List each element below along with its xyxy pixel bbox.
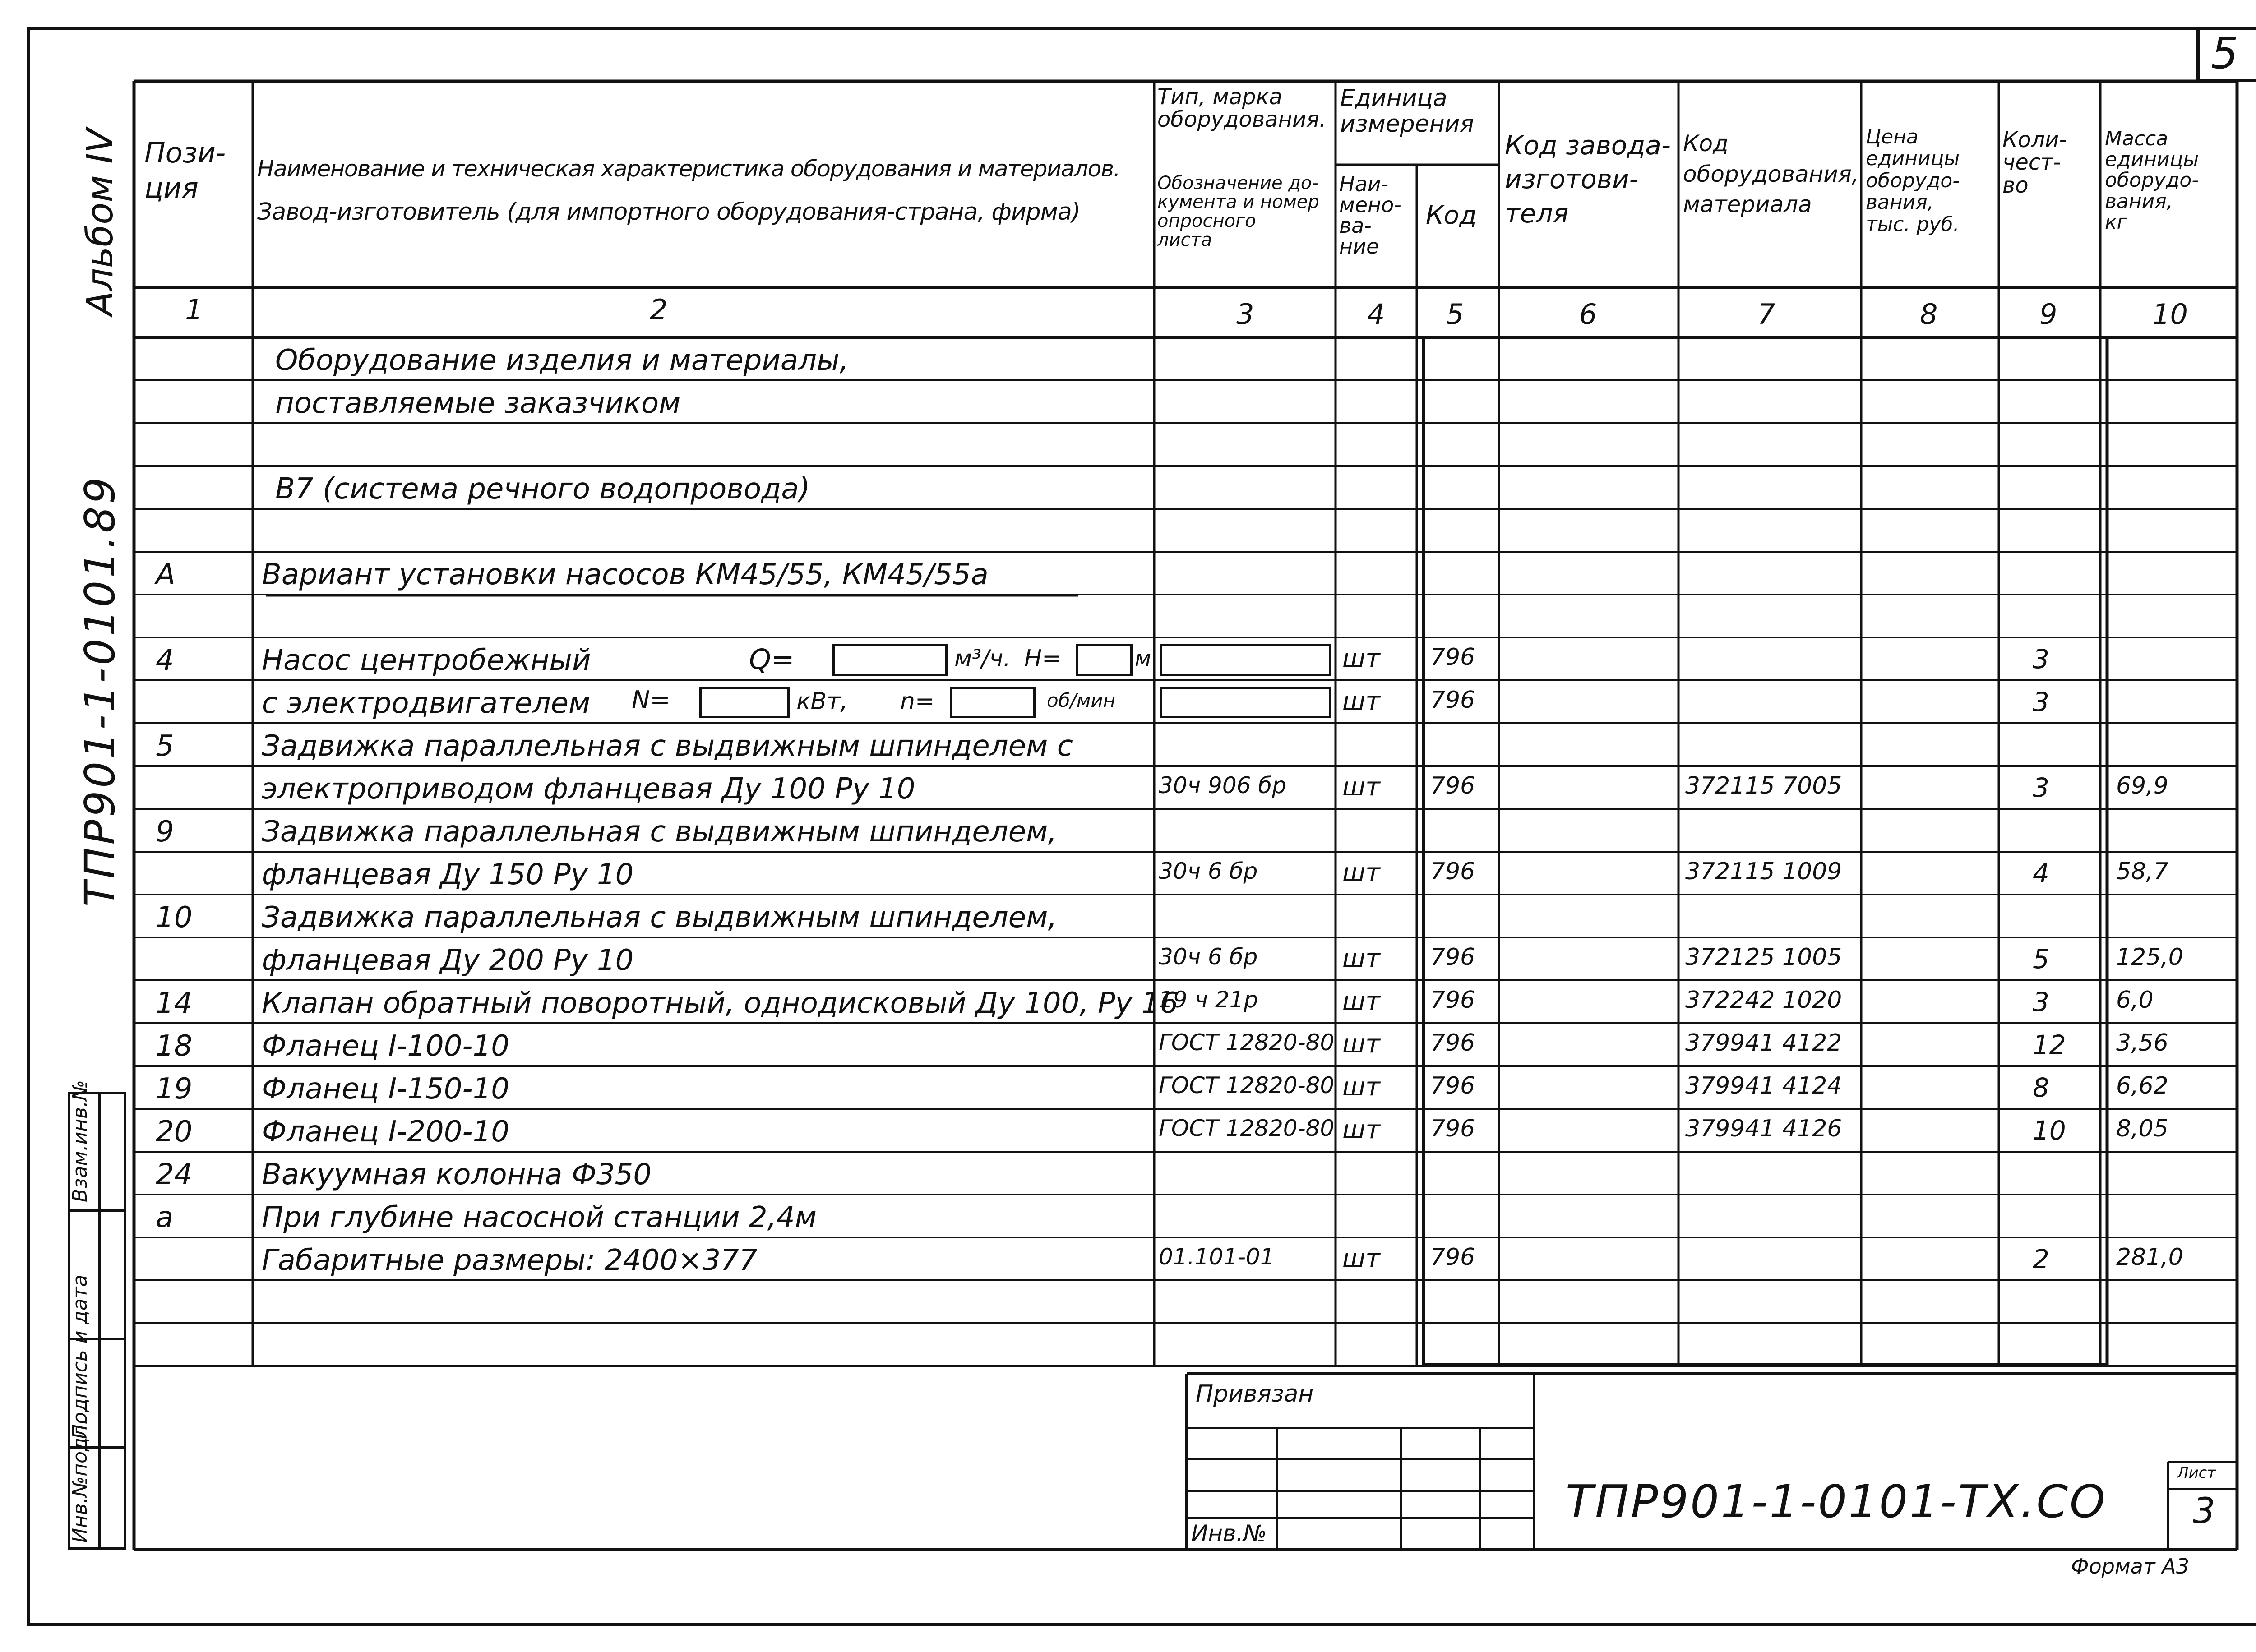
row-unit-code: 796 [1430,1029,1475,1057]
header-col3-bottom: Обозначение до- кумента и номер опросного листа [1157,173,1319,250]
colnum-5: 5 [1446,298,1464,331]
row-unit-code: 796 [1430,687,1475,714]
row-unit: шт [1342,644,1380,673]
row-quantity: 3 [2033,687,2049,717]
sheet-number: 5 [2211,28,2239,78]
row-material-code: 372115 1009 [1685,858,1842,885]
header-col7: Код оборудования, материала [1683,130,1859,217]
pump-n-field[interactable] [699,687,790,718]
row-quantity: 3 [2033,987,2049,1017]
row-name: Клапан обратный поворотный, однодисковый Ду 100, Ру 16 [262,987,1179,1020]
row-name: Вакуумная колонна Ф350 [262,1158,652,1191]
row-material-code: 372115 7005 [1685,772,1842,799]
row-unit: шт [1342,944,1380,973]
pump-h-unit: м [1135,646,1151,671]
header-col4: Наи- мено- ва- ние [1339,172,1401,258]
row-name: Вариант установки насосов КМ45/55, КМ45/55а [262,558,989,591]
row-name: фланцевая Ду 200 Ру 10 [262,944,634,977]
stamp-vzam-inv: Взам.инв.№ [69,1080,92,1202]
header-col45-top: Единица измерения [1340,85,1474,138]
row-type: ГОСТ 12820-80 [1159,1115,1335,1141]
colnum-3: 3 [1236,298,1254,331]
row-name: При глубине насосной станции 2,4м [262,1201,817,1234]
row-name: Задвижка параллельная с выдвижным шпинделем, [262,901,1057,934]
colnum-1: 1 [185,293,203,326]
row-position: 5 [156,729,174,763]
colnum-4: 4 [1367,298,1385,331]
row-position: 19 [156,1072,193,1106]
tb-format: Формат А3 [2071,1554,2189,1578]
header-col3-top: Тип, марка оборудования. [1157,84,1327,133]
row-unit-code: 796 [1430,944,1475,971]
row-position: 10 [156,901,193,934]
row-material-code: 372242 1020 [1685,987,1842,1014]
tb-privyazan: Привязан [1196,1380,1314,1407]
colnum-9: 9 [2039,298,2057,331]
header-col6: Код завода- изготови- теля [1505,130,1671,229]
row-type: ГОСТ 12820-80 [1159,1072,1335,1098]
row-unit-code: 796 [1430,1072,1475,1099]
tb-doc-designation: ТПР901-1-0101-ТХ.СО [1566,1475,2107,1528]
row-name: Задвижка параллельная с выдвижным шпинделем, [262,815,1057,849]
row-mass: 6,0 [2116,987,2154,1014]
row-quantity: 3 [2033,644,2049,674]
row-name: электроприводом фланцевая Ду 100 Ру 10 [262,772,915,806]
row-quantity: 8 [2033,1072,2049,1103]
pump-rpm-label: n= [900,688,935,715]
row-unit-code: 796 [1430,644,1475,671]
row-unit-code: 796 [1430,987,1475,1014]
row-unit-code: 796 [1430,858,1475,885]
row-quantity: 10 [2033,1115,2066,1146]
row-material-code: 379941 4124 [1685,1072,1842,1099]
doc-code-vertical: ТПР901-1-0101.89 [76,475,124,907]
row-position: 24 [156,1158,193,1191]
colnum-8: 8 [1920,298,1938,331]
tb-sheet-label: Лист [2177,1464,2216,1482]
row-position: 9 [156,815,174,849]
row-mass: 3,56 [2116,1029,2168,1057]
pump-n-unit: кВт, [796,688,848,715]
row-position: 20 [156,1115,193,1149]
row-material-code: 379941 4122 [1685,1029,1842,1057]
row-position: а [156,1201,174,1234]
album-label: Альбом IV [79,128,121,316]
row-name: Оборудование изделия и материалы, [275,344,849,377]
colnum-2: 2 [650,293,668,326]
pump-q-field[interactable] [832,644,948,676]
row-name: Фланец I-150-10 [262,1072,509,1106]
row-type: ГОСТ 12820-80 [1159,1029,1335,1056]
pump-q-label: Q= [749,643,795,676]
colnum-10: 10 [2152,298,2188,331]
row-type: 30ч 6 бр [1159,858,1258,884]
row-unit-code: 796 [1430,1115,1475,1142]
row-name: Насос центробежный [262,644,591,677]
row-name: Задвижка параллельная с выдвижным шпинделем с [262,729,1073,763]
pump-rpm-field[interactable] [950,687,1036,718]
row-mass: 69,9 [2116,772,2168,799]
row-quantity: 12 [2033,1029,2066,1060]
row-mass: 125,0 [2116,944,2183,971]
row-position: А [156,558,176,591]
stamp-inv-podl: Инв.№подл. [69,1418,92,1543]
row-name: с электродвигателем [262,687,591,720]
row-type: 19 ч 21р [1159,987,1258,1013]
row-mass: 58,7 [2116,858,2168,885]
row-position: 14 [156,987,193,1020]
header-col8: Цена единицы оборудо- вания, тыс. руб. [1866,125,1960,236]
row-quantity: 2 [2033,1244,2049,1274]
row-name: В7 (система речного водопровода) [275,472,810,506]
row-type: 30ч 6 бр [1159,944,1258,970]
row-type: 01.101-01 [1159,1244,1275,1270]
row-material-code: 379941 4126 [1685,1115,1842,1142]
row-name: поставляемые заказчиком [275,387,681,420]
header-col2-line2: Завод-изготовитель (для импортного оборудования-страна, фирма) [257,198,1081,226]
tb-inv: Инв.№ [1191,1520,1267,1546]
row-type: 30ч 906 бр [1159,772,1286,798]
row-unit: шт [1342,1072,1380,1102]
stamp-signature-date: Подпись и дата [69,1274,92,1439]
row-unit: шт [1342,1244,1380,1273]
row-material-code: 372125 1005 [1685,944,1842,971]
row-name: фланцевая Ду 150 Ру 10 [262,858,634,891]
row-unit-code: 796 [1430,772,1475,799]
header-col9: Коли- чест- во [2002,127,2067,198]
tb-sheet-value: 3 [2193,1491,2215,1532]
row-unit: шт [1342,1115,1380,1144]
row-unit: шт [1342,987,1380,1016]
colnum-7: 7 [1757,298,1775,331]
row-quantity: 4 [2033,858,2049,889]
row-quantity: 5 [2033,944,2049,974]
colnum-6: 6 [1579,298,1597,331]
row-name: Габаритные размеры: 2400×377 [262,1244,758,1277]
pump-type-field-1[interactable] [1160,644,1331,676]
pump-type-field-2[interactable] [1160,687,1331,718]
row-unit: шт [1342,858,1380,887]
row-name: Фланец I-100-10 [262,1029,509,1063]
row-unit: шт [1342,772,1380,802]
row-unit-code: 796 [1430,1244,1475,1271]
row-position: 18 [156,1029,193,1063]
row-mass: 8,05 [2116,1115,2168,1142]
row-unit: шт [1342,687,1380,716]
pump-h-label: Н= [1024,645,1062,672]
header-col5: Код [1426,201,1477,230]
row-quantity: 3 [2033,772,2049,803]
pump-rpm-unit: об/мин [1047,689,1116,711]
row-mass: 281,0 [2116,1244,2183,1271]
row-name: Фланец I-200-10 [262,1115,509,1149]
pump-h-field[interactable] [1076,644,1133,676]
header-col1: Пози- ция [144,136,226,204]
header-col10: Масса единицы оборудо- вания, кг [2105,127,2199,234]
header-col2-line1: Наименование и техническая характеристика оборудования и материалов. [257,156,1120,182]
row-unit: шт [1342,1029,1380,1059]
pump-q-unit: м³/ч. [954,645,1011,672]
row-position: 4 [156,644,174,677]
row-mass: 6,62 [2116,1072,2168,1099]
pump-n-label: N= [632,686,670,714]
